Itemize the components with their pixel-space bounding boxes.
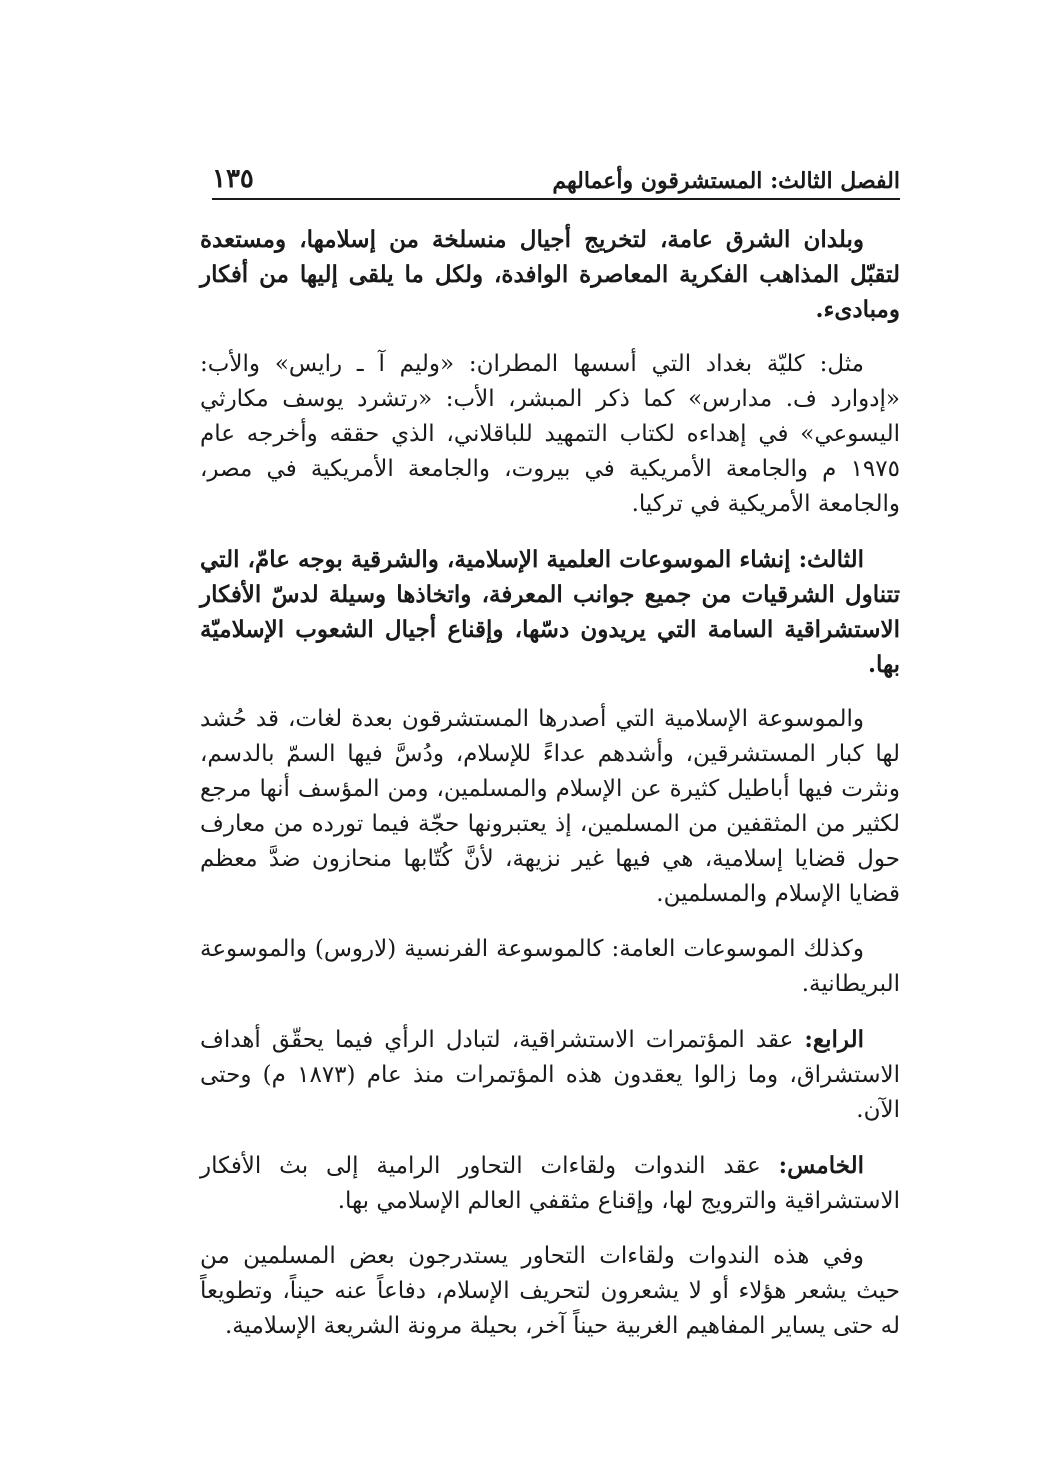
page-number: ١٣٥	[212, 164, 254, 194]
paragraph-text: مثل: كليّة بغداد التي أسسها المطران: «وليم آ ـ رايس» والأب: «إدوارد ف. مدارس» كما ذكر المبشر، الأب: «رتشرد يوسف مكارثي اليسوعي» في إهداءه لكتاب التمهيد للباقلاني، الذي حققه وأخرجه عام ١٩٧٥ م والجامعة الأمريكية في بيروت، والجامعة الأمريكية في مصر، والجامعة الأمريكية في تركيا.	[200, 351, 900, 517]
paragraph	[200, 1022, 900, 1128]
paragraph-text: وفي هذه الندوات ولقاءات التحاور يستدرجون بعض المسلمين من حيث يشعر هؤلاء أو لا يشعرون لتحريف الإسلام، دفاعاً عنه حيناً، وتطويعاً له حتى يساير المفاهيم الغربية حيناً آخر، بحيلة مرونة الشريعة الإسلامية.	[200, 1243, 900, 1339]
paragraph-text: عقد المؤتمرات الاستشراقية، لتبادل الرأي فيما يحقّق أهداف الاستشراق، وما زالوا يعقدون هذه المؤتمرات منذ عام (١٨٧٣ م) وحتى الآن.	[200, 1027, 900, 1123]
paragraph-lead: الخامس:	[778, 1152, 864, 1179]
paragraph	[200, 1148, 900, 1219]
paragraph-text: والموسوعة الإسلامية التي أصدرها المستشرقون بعدة لغات، قد حُشد لها كبار المستشرقين، وأشدهم عداءً للإسلام، ودُسَّ فيها السمّ بالدسم، ونثرت فيها أباطيل كثيرة عن الإسلام والمسلمين، ومن المؤسف أنها مرجع لكثير من المثقفين من المسلمين، إذ يعتبرونها حجّة فيما تورده من معارف حول قضايا إسلامية، هي فيها غير نزيهة، لأنَّ كُتّابها منحازون ضدَّ معظم قضايا الإسلام والمسلمين.	[200, 706, 900, 907]
paragraph	[200, 222, 900, 327]
page-header	[212, 150, 900, 200]
paragraph-lead: الرابع:	[804, 1026, 864, 1053]
paragraph-text: وبلدان الشرق عامة، لتخريج أجيال منسلخة من إسلامها، ومستعدة لتقبّل المذاهب الفكرية المعاصرة الوافدة، ولكل ما يلقى إليها من أفكار ومبادىء.	[200, 226, 900, 323]
paragraph	[200, 932, 900, 1002]
running-title: الفصل الثالث: المستشرقون وأعمالهم	[552, 168, 900, 194]
paragraph-lead: الثالث:	[798, 546, 864, 573]
paragraph-text: إنشاء الموسوعات العلمية الإسلامية، والشرقية بوجه عامّ، التي تتناول الشرقيات من جميع جوانب المعرفة، واتخاذها وسيلة لدسّ الأفكار الاستشراقية السامة التي يريدون دسّها، وإقناع أجيال الشعوب الإسلاميّة بها.	[200, 546, 900, 678]
paragraph-text: عقد الندوات ولقاءات التحاور الرامية إلى بث الأفكار الاستشراقية والترويج لها، وإقناع مثقفي العالم الإسلامي بها.	[200, 1153, 900, 1214]
paragraph	[200, 1239, 900, 1344]
paragraph	[200, 347, 900, 522]
paragraph	[200, 702, 900, 912]
paragraph-text: وكذلك الموسوعات العامة: كالموسوعة الفرنسية (لاروس) والموسوعة البريطانية.	[200, 936, 900, 997]
page-body	[200, 222, 900, 1364]
paragraph	[200, 542, 900, 682]
